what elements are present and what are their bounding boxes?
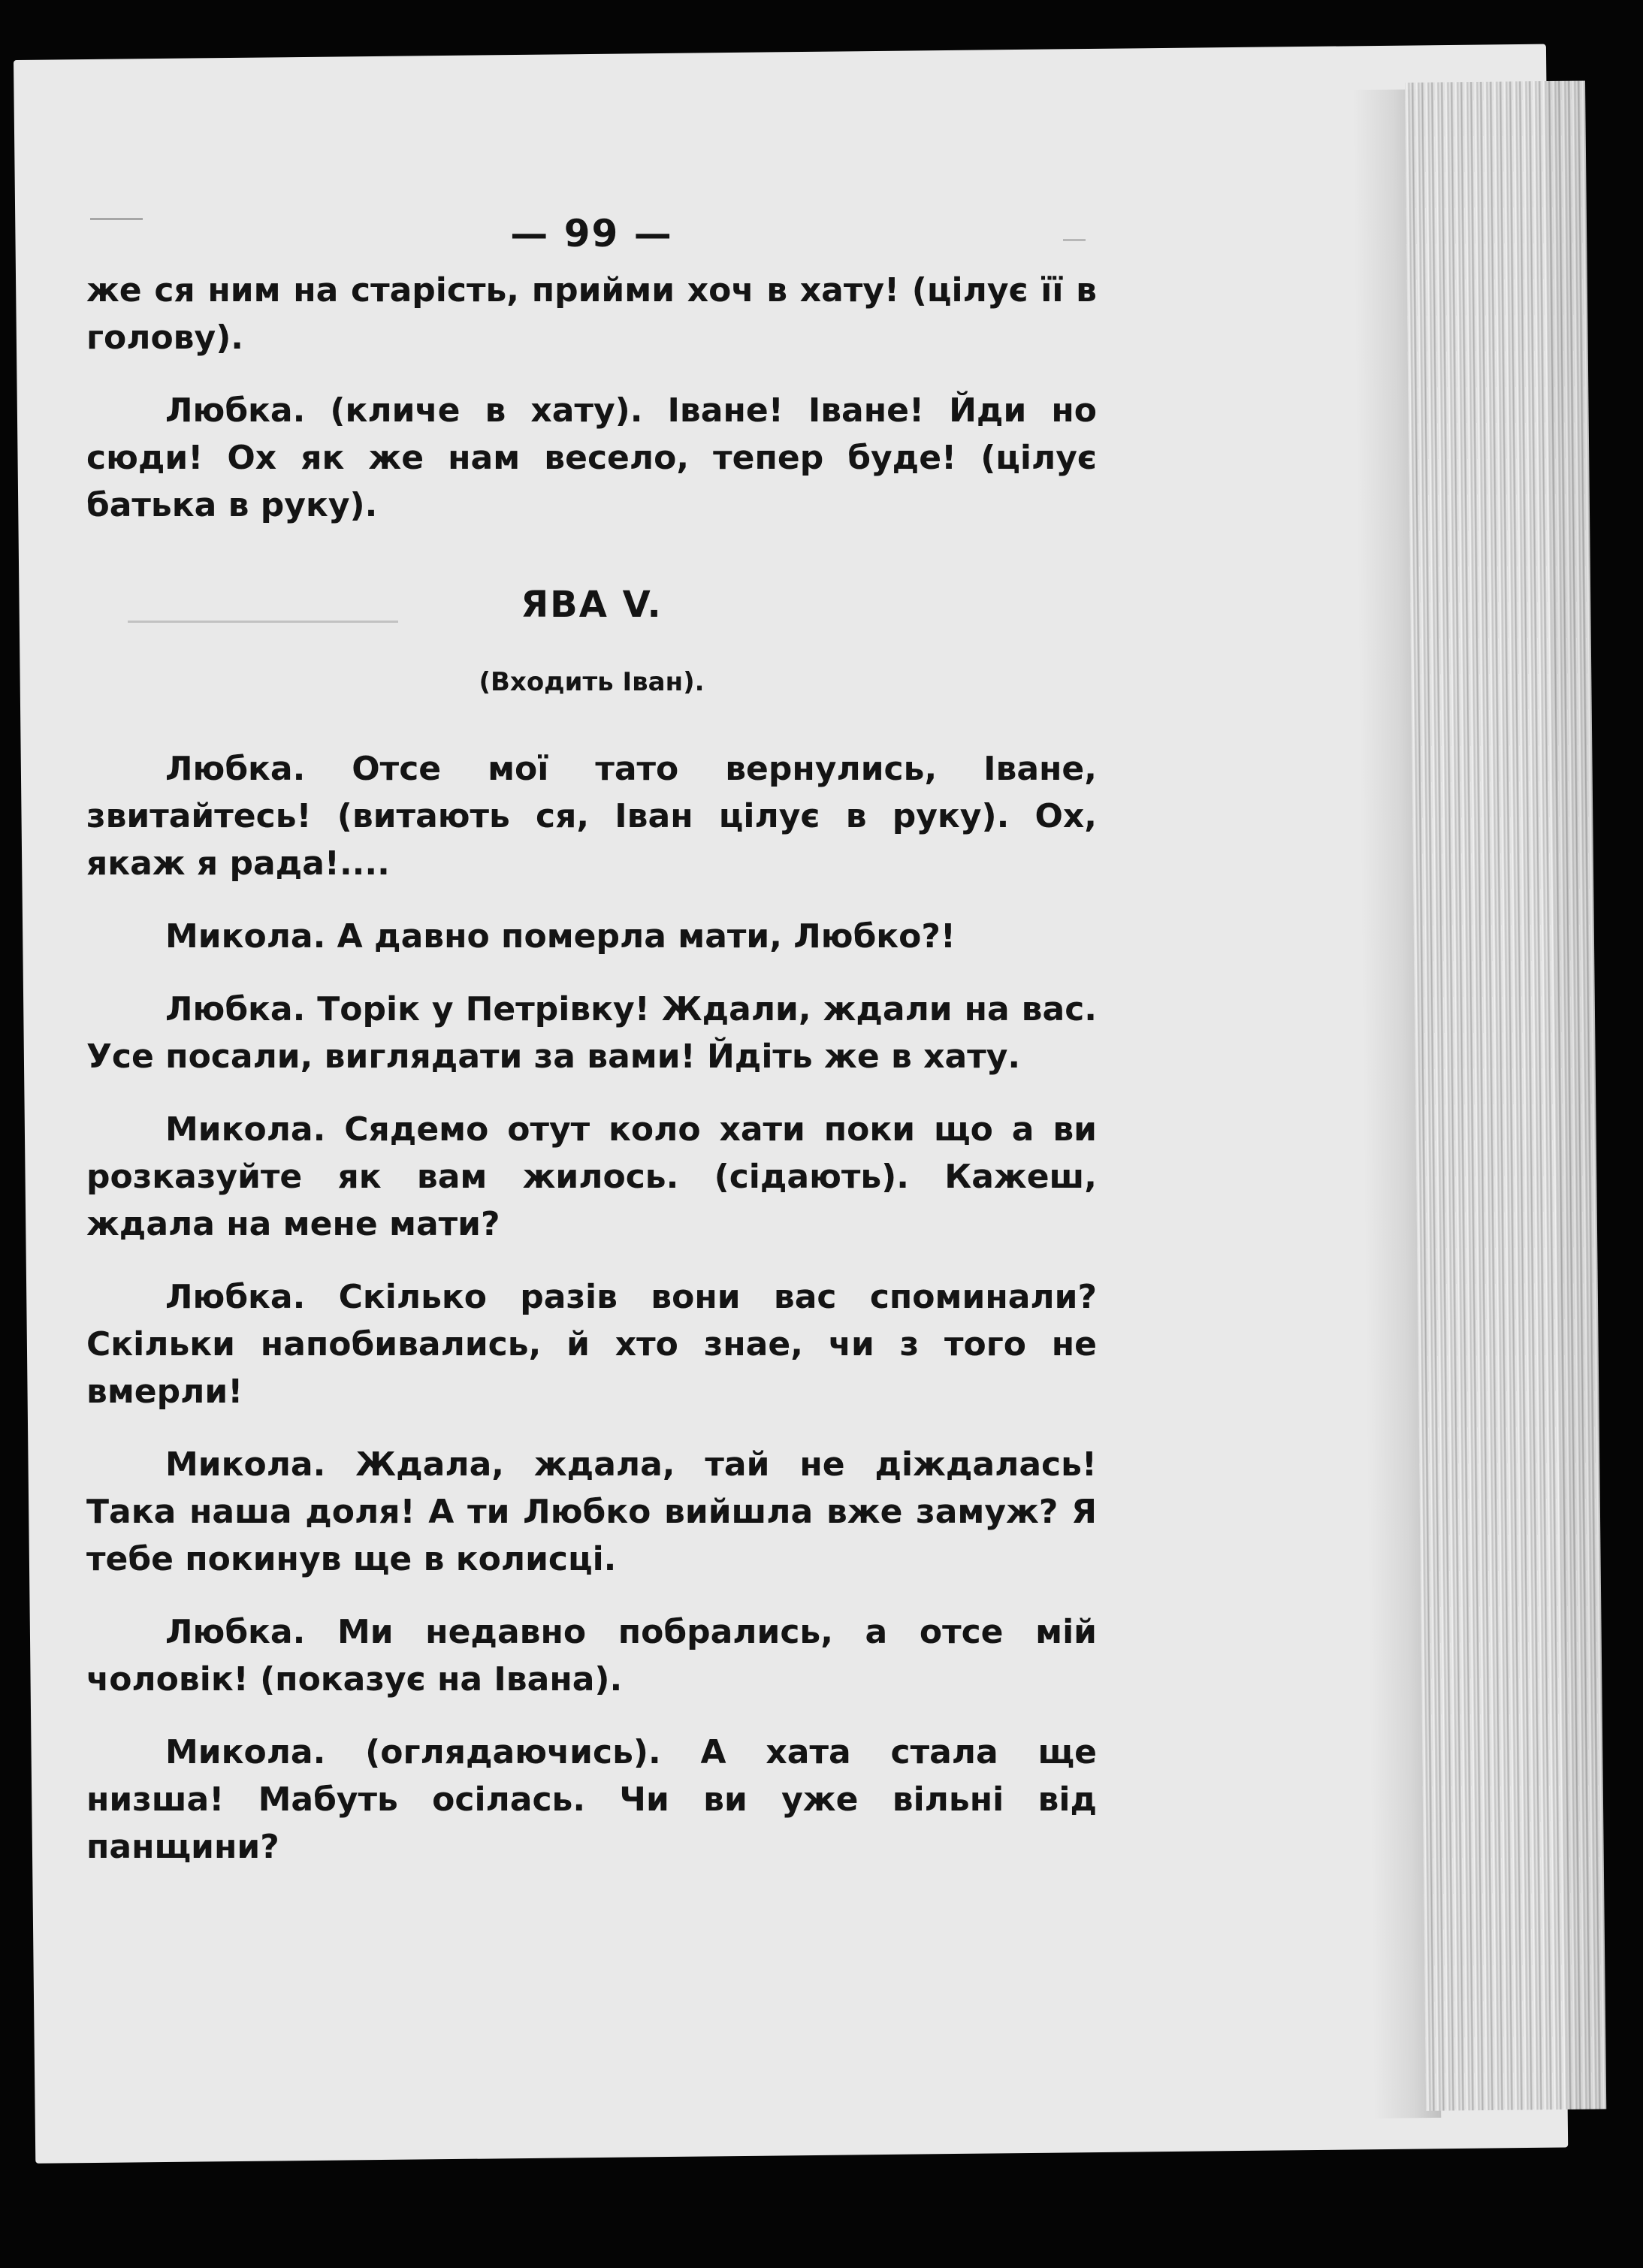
dialogue-line: [86, 986, 1097, 1080]
speech-text: (оглядаючись). А хата стала ще низша! Мабуть осілась. Чи ви уже вільні від панщини?: [86, 1733, 1097, 1866]
speaker-name: Микола.: [165, 1733, 326, 1771]
stage-direction: (Входить Іван).: [479, 667, 705, 697]
speaker-name: Микола.: [165, 917, 326, 956]
speech-text: Ми недавно побрались, а отсе мій чоловік! (показує на Івана).: [86, 1613, 1097, 1699]
stacked-page-edges: [1405, 80, 1606, 2110]
dialogue-line: [86, 1273, 1097, 1415]
speaker-name: Любка.: [165, 1278, 306, 1316]
page-text: [86, 210, 1097, 1896]
speaker-name: Микола.: [165, 1110, 326, 1149]
speech-text: Ждала, ждала, тай не діждалась! Така наша доля! А ти Любко вийшла вже замуж? Я тебе покинув ще в колисці.: [86, 1445, 1097, 1578]
speaker-name: Любка.: [165, 391, 306, 430]
speech-text: Отсе мої тато вернулись, Іване, звитайтесь! (витають ся, Іван цілує в руку). Ох, якаж я рада!....: [86, 750, 1097, 883]
speech-text: Торік у Петрівку! Ждали, ждали на вас. Усе посали, виглядати за вами! Йдіть же в хату.: [86, 990, 1097, 1076]
dialogue-line: [86, 1729, 1097, 1871]
opening-paragraph: же ся ним на старість, прийми хоч в хату! (цілує її в голову).: [86, 271, 1097, 357]
speaker-name: Микола.: [165, 1445, 326, 1484]
speech-text: (кличе в хату). Іване! Іване! Йди но сюди! Ох як же нам весело, тепер буде! (цілує батька в руку).: [86, 391, 1097, 524]
dialogue-line: [86, 745, 1097, 887]
scene-title: ЯВА V.: [521, 584, 663, 626]
page-number: — 99 —: [510, 212, 673, 255]
speaker-name: Любка.: [165, 1613, 306, 1651]
speech-text: А давно померла мати, Любко?!: [337, 917, 956, 956]
dialogue-line: [86, 1106, 1097, 1248]
speaker-name: Любка.: [165, 750, 306, 788]
dialogue-line: [86, 1608, 1097, 1703]
speech-text: Сядемо отут коло хати поки що а ви розказуйте як вам жилось. (сідають). Кажеш, ждала на мене мати?: [86, 1110, 1097, 1243]
dialogue-line: [86, 387, 1097, 529]
speech-text: Скілько разів вони вас споминали? Скільки напобивались, й хто знае, чи з того не вмерли!: [86, 1278, 1097, 1411]
speaker-name: Любка.: [165, 990, 306, 1028]
dialogue-line: [86, 1441, 1097, 1583]
dialogue-line: [86, 913, 1097, 960]
